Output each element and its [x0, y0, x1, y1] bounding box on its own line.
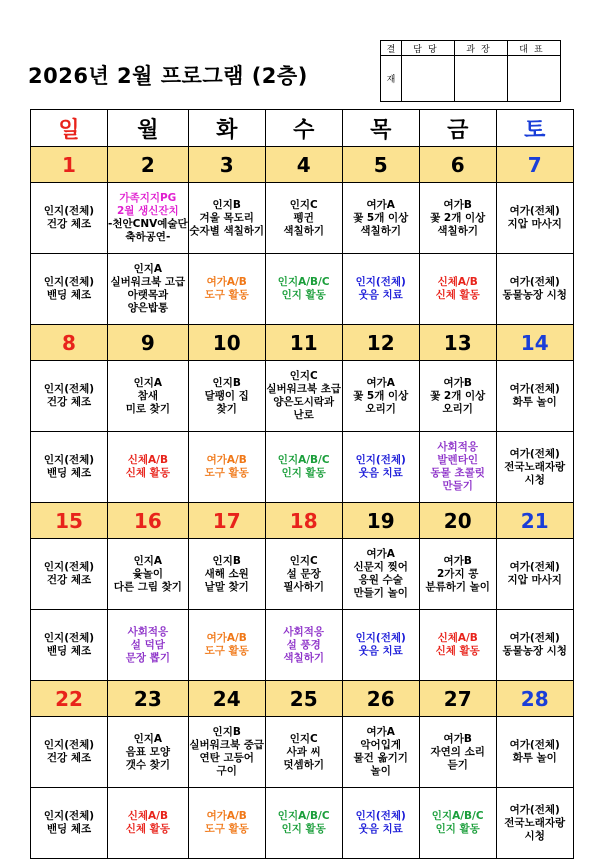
activity-cell[interactable]	[108, 610, 189, 681]
activity-line: 여가B	[443, 376, 472, 389]
activity-line: 전국노래자랑	[504, 816, 566, 829]
activity-line: 설 문장	[286, 567, 321, 580]
activity-cell[interactable]	[31, 788, 108, 859]
activity-line: 인지A/B/C	[431, 810, 484, 822]
date-cell: 7	[496, 147, 573, 183]
activity-line: 필사하기	[283, 580, 324, 593]
approval-header-ceo: 대표	[508, 41, 561, 56]
activity-line: 도구 활동	[204, 823, 249, 835]
activity-line: 여가B	[443, 732, 472, 745]
activity-line: 듣기	[447, 758, 468, 771]
activity-line: 화투 놀이	[512, 396, 557, 408]
date-cell: 23	[108, 681, 189, 717]
activity-line: 인지A	[133, 263, 163, 275]
activity-line: 인지 활동	[281, 467, 326, 479]
date-cell: 2	[108, 147, 189, 183]
activity-cell[interactable]	[108, 539, 189, 610]
date-cell: 5	[342, 147, 419, 183]
weekday-header-4: 목	[342, 110, 419, 147]
activity-line: 인지(전체)	[43, 276, 95, 288]
activity-line: 동물농장 시청	[502, 289, 567, 301]
date-row	[31, 147, 574, 183]
activity-cell[interactable]	[108, 717, 189, 788]
activity-line: 인지(전체)	[355, 454, 406, 466]
activity-line: 색칠하기	[437, 224, 478, 237]
date-row	[31, 325, 574, 361]
activity-line: 여가(전체)	[509, 739, 560, 751]
activity-line: 발렌타인	[437, 454, 478, 466]
activity-cell[interactable]	[342, 361, 419, 432]
activity-cell[interactable]	[265, 610, 342, 681]
activity-line: -천안CNV예술단	[108, 218, 188, 230]
activity-cell[interactable]	[265, 539, 342, 610]
activity-line: 미로 찾기	[125, 402, 170, 415]
activity-cell[interactable]	[496, 610, 573, 681]
activity-line: 화투 놀이	[512, 752, 557, 764]
activity-cell[interactable]	[108, 361, 189, 432]
date-cell: 26	[342, 681, 419, 717]
activity-line: 전국노래자랑	[504, 460, 566, 473]
activity-line: 사회적응	[283, 625, 324, 638]
activity-line: 양은도시락과	[273, 396, 335, 408]
morning-activity-row	[31, 717, 574, 788]
activity-cell[interactable]	[496, 183, 573, 254]
activity-line: 여가B	[443, 198, 472, 211]
date-cell: 6	[419, 147, 496, 183]
activity-line: 인지C	[289, 370, 318, 382]
activity-line: 시청	[524, 473, 545, 486]
activity-cell[interactable]	[419, 432, 496, 503]
date-cell: 12	[342, 325, 419, 361]
activity-line: 밴딩 체조	[46, 645, 92, 657]
activity-line: 축하공연-	[125, 231, 171, 243]
activity-line: 색칠하기	[360, 224, 401, 237]
activity-line: 만들기	[442, 480, 473, 492]
activity-line: 가족지지PG	[119, 192, 177, 204]
activity-cell[interactable]	[265, 717, 342, 788]
activity-line: 인지(전체)	[43, 739, 95, 751]
activity-line: 신체 활동	[435, 645, 480, 657]
activity-cell[interactable]	[31, 183, 108, 254]
morning-activity-row	[31, 183, 574, 254]
activity-line: 난로	[293, 409, 314, 421]
activity-line: 웃음 치료	[358, 823, 403, 835]
activity-line: 인지C	[289, 198, 318, 211]
activity-line: 인지A/B/C	[277, 810, 330, 822]
date-cell: 10	[188, 325, 265, 361]
activity-line: 문장 뽑기	[125, 651, 170, 664]
activity-cell[interactable]	[342, 788, 419, 859]
weekday-header-5: 금	[419, 110, 496, 147]
activity-line: 인지A	[133, 376, 163, 389]
activity-line: 여가(전체)	[509, 632, 560, 644]
activity-line: 인지A	[133, 554, 163, 567]
activity-line: 건강 체조	[46, 396, 92, 408]
approval-sign-staff[interactable]	[402, 56, 455, 102]
approval-side-top: 결	[381, 41, 402, 56]
activity-cell[interactable]	[31, 432, 108, 503]
activity-line: 설 덕담	[130, 638, 165, 651]
activity-line: 여가A	[366, 548, 395, 560]
activity-line: 인지A/B/C	[277, 454, 330, 466]
activity-line: 참새	[137, 389, 158, 402]
activity-cell[interactable]	[342, 432, 419, 503]
weekday-header-6: 토	[496, 110, 573, 147]
activity-line: 사회적응	[127, 625, 169, 638]
activity-line: 밴딩 체조	[46, 823, 92, 835]
activity-cell[interactable]	[188, 788, 265, 859]
activity-cell[interactable]	[342, 717, 419, 788]
activity-line: 밴딩 체조	[46, 467, 92, 479]
date-cell: 4	[265, 147, 342, 183]
activity-cell[interactable]	[188, 254, 265, 325]
date-cell: 25	[265, 681, 342, 717]
date-cell: 24	[188, 681, 265, 717]
activity-cell[interactable]	[496, 717, 573, 788]
activity-cell[interactable]	[419, 610, 496, 681]
activity-cell[interactable]	[342, 254, 419, 325]
activity-line: 펭귄	[293, 211, 314, 224]
activity-line: 신체A/B	[437, 632, 478, 644]
activity-cell[interactable]	[496, 788, 573, 859]
activity-line: 양은밥통	[127, 302, 169, 314]
activity-line: 건강 체조	[46, 752, 92, 764]
activity-cell[interactable]	[419, 183, 496, 254]
activity-cell[interactable]	[265, 183, 342, 254]
approval-header-manager: 과장	[455, 41, 508, 56]
date-cell: 15	[31, 503, 108, 539]
afternoon-activity-row	[31, 610, 574, 681]
activity-line: 실버워크북 고급	[110, 276, 186, 288]
activity-line: 동물농장 시청	[502, 645, 567, 657]
activity-line: 여가(전체)	[509, 803, 560, 816]
activity-cell[interactable]	[419, 361, 496, 432]
activity-line: 신체 활동	[435, 289, 480, 301]
activity-line: 웃음 치료	[358, 467, 403, 479]
activity-line: 여가(전체)	[509, 561, 560, 573]
activity-cell[interactable]	[496, 361, 573, 432]
activity-line: 웃음 치료	[358, 645, 403, 657]
activity-cell[interactable]	[188, 539, 265, 610]
activity-cell[interactable]	[31, 717, 108, 788]
activity-line: 인지C	[289, 554, 318, 567]
activity-line: 연탄 고등어	[199, 752, 254, 764]
activity-line: 꽃 5개 이상	[353, 389, 409, 402]
activity-line: 여가A/B	[206, 276, 247, 288]
activity-cell[interactable]	[496, 432, 573, 503]
activity-line: 건강 체조	[46, 218, 92, 230]
date-cell: 22	[31, 681, 108, 717]
activity-cell[interactable]	[265, 254, 342, 325]
activity-line: 자연의 소리	[430, 745, 485, 758]
activity-cell[interactable]	[419, 717, 496, 788]
activity-cell[interactable]	[31, 610, 108, 681]
activity-line: 인지(전체)	[43, 205, 95, 217]
date-cell: 1	[31, 147, 108, 183]
activity-line: 꽃 5개 이상	[353, 211, 409, 224]
afternoon-activity-row	[31, 432, 574, 503]
activity-line: 인지A	[133, 732, 163, 745]
activity-line: 도구 활동	[204, 289, 249, 301]
page-title: 2026년 2월 프로그램 (2층)	[28, 64, 308, 88]
activity-line: 꽃 2개 이상	[430, 389, 486, 402]
activity-line: 색칠하기	[283, 224, 324, 237]
activity-cell[interactable]	[188, 717, 265, 788]
activity-line: 인지B	[212, 726, 241, 738]
activity-line: 인지(전체)	[43, 810, 95, 822]
activity-cell[interactable]	[342, 183, 419, 254]
activity-line: 윷놀이	[132, 567, 164, 580]
activity-line: 신체A/B	[127, 454, 168, 466]
activity-line: 낱말 찾기	[204, 580, 249, 593]
date-cell: 9	[108, 325, 189, 361]
activity-cell[interactable]	[31, 361, 108, 432]
activity-line: 신문지 찢어	[353, 561, 408, 573]
activity-line: 인지(전체)	[355, 810, 406, 822]
activity-line: 밴딩 체조	[46, 289, 92, 301]
activity-cell[interactable]	[31, 539, 108, 610]
activity-line: 실버워크북 초급	[266, 383, 342, 395]
activity-cell[interactable]	[419, 254, 496, 325]
activity-line: 오리기	[442, 402, 473, 415]
activity-line: 여가(전체)	[509, 383, 560, 395]
date-cell: 17	[188, 503, 265, 539]
activity-line: 동물 초콜릿	[430, 467, 485, 479]
activity-cell[interactable]	[419, 788, 496, 859]
activity-line: 지압 마사지	[507, 218, 562, 230]
activity-line: 인지A/B/C	[277, 276, 330, 288]
weekday-header-1: 월	[108, 110, 189, 147]
activity-line: 사회적응	[437, 441, 478, 453]
activity-line: 갯수 찾기	[125, 758, 170, 771]
afternoon-activity-row	[31, 254, 574, 325]
activity-line: 덧셈하기	[283, 758, 324, 771]
date-cell: 20	[419, 503, 496, 539]
activity-line: 여가A	[366, 726, 395, 738]
activity-line: 여가A	[366, 198, 395, 211]
activity-cell[interactable]	[108, 254, 189, 325]
activity-line: 여가A/B	[206, 632, 247, 644]
activity-line: 2월 생신잔치	[117, 205, 179, 217]
activity-cell[interactable]	[188, 610, 265, 681]
activity-cell[interactable]	[108, 432, 189, 503]
activity-line: 여가A/B	[206, 454, 247, 466]
activity-line: 음표 모양	[125, 745, 170, 758]
weekday-header-row	[31, 110, 574, 147]
activity-line: 인지(전체)	[43, 632, 95, 644]
weekday-header-0: 일	[31, 110, 108, 147]
date-cell: 11	[265, 325, 342, 361]
activity-line: 겨울 목도리	[199, 211, 254, 224]
weekday-header-2: 화	[188, 110, 265, 147]
activity-line: 시청	[524, 829, 545, 842]
activity-line: 여가A/B	[206, 810, 247, 822]
activity-line: 건강 체조	[46, 574, 92, 586]
activity-line: 신체A/B	[437, 276, 478, 288]
date-cell: 16	[108, 503, 189, 539]
activity-cell[interactable]	[265, 361, 342, 432]
activity-line: 인지(전체)	[43, 561, 95, 573]
date-cell: 14	[496, 325, 573, 361]
activity-line: 인지B	[212, 198, 241, 211]
approval-sign-manager[interactable]	[455, 56, 508, 102]
activity-line: 신체A/B	[127, 810, 168, 822]
activity-cell[interactable]	[31, 254, 108, 325]
activity-line: 다른 그림 찾기	[113, 580, 182, 593]
activity-line: 만들기 놀이	[353, 587, 408, 599]
activity-line: 놀이	[370, 765, 391, 777]
date-cell: 18	[265, 503, 342, 539]
activity-cell[interactable]	[342, 610, 419, 681]
activity-line: 꽃 2개 이상	[430, 211, 486, 224]
date-row	[31, 681, 574, 717]
activity-line: 인지B	[212, 554, 241, 567]
date-cell: 13	[419, 325, 496, 361]
activity-line: 숫자별 색칠하기	[189, 224, 265, 237]
activity-line: 악어입게	[360, 739, 401, 751]
activity-line: 웃음 치료	[358, 289, 403, 301]
approval-sign-ceo[interactable]	[508, 56, 561, 102]
date-cell: 8	[31, 325, 108, 361]
activity-line: 색칠하기	[283, 651, 324, 664]
activity-line: 실버워크북 중급	[189, 739, 265, 751]
activity-line: 여가B	[443, 554, 472, 567]
activity-line: 구이	[216, 765, 237, 777]
activity-line: 오리기	[365, 402, 396, 415]
activity-line: 신체 활동	[125, 467, 170, 479]
activity-line: 신체 활동	[125, 823, 170, 835]
activity-line: 2가지 콩	[437, 567, 479, 580]
morning-activity-row	[31, 539, 574, 610]
afternoon-activity-row	[31, 788, 574, 859]
date-cell: 19	[342, 503, 419, 539]
activity-line: 인지(전체)	[355, 276, 406, 288]
activity-cell[interactable]	[496, 539, 573, 610]
activity-cell[interactable]	[265, 788, 342, 859]
date-cell: 21	[496, 503, 573, 539]
approval-header-staff: 담당	[402, 41, 455, 56]
activity-line: 인지C	[289, 732, 318, 745]
activity-line: 여가(전체)	[509, 447, 560, 460]
activity-line: 물건 옮기기	[353, 752, 408, 764]
activity-line: 인지 활동	[435, 823, 480, 835]
approval-side-bottom: 재	[381, 56, 402, 102]
activity-line: 여가A	[366, 376, 395, 389]
date-cell: 27	[419, 681, 496, 717]
date-cell: 3	[188, 147, 265, 183]
activity-cell[interactable]	[419, 539, 496, 610]
activity-line: 인지(전체)	[355, 632, 406, 644]
activity-line: 여가(전체)	[509, 205, 560, 217]
activity-line: 인지(전체)	[43, 454, 95, 466]
activity-line: 응원 수술	[358, 574, 403, 586]
activity-line: 설 풍경	[286, 638, 321, 651]
activity-line: 분류하기 놀이	[425, 580, 490, 593]
activity-cell[interactable]	[188, 432, 265, 503]
activity-line: 달팽이 집	[204, 389, 249, 402]
activity-line: 도구 활동	[204, 645, 249, 657]
activity-line: 찾기	[216, 402, 237, 415]
activity-line: 인지(전체)	[43, 383, 95, 395]
activity-cell[interactable]	[265, 432, 342, 503]
activity-line: 새해 소원	[204, 567, 249, 580]
activity-cell[interactable]	[496, 254, 573, 325]
date-row	[31, 503, 574, 539]
activity-line: 여가(전체)	[509, 276, 560, 288]
activity-line: 사과 씨	[286, 745, 321, 758]
activity-cell[interactable]	[108, 788, 189, 859]
morning-activity-row	[31, 361, 574, 432]
activity-line: 인지 활동	[281, 823, 326, 835]
date-cell: 28	[496, 681, 573, 717]
activity-cell[interactable]	[342, 539, 419, 610]
program-calendar	[30, 109, 574, 859]
activity-cell[interactable]	[108, 183, 189, 254]
activity-cell[interactable]	[188, 183, 265, 254]
activity-line: 도구 활동	[204, 467, 249, 479]
activity-line: 지압 마사지	[507, 574, 562, 586]
activity-line: 아랫목과	[127, 289, 169, 301]
activity-line: 인지B	[212, 376, 241, 389]
activity-cell[interactable]	[188, 361, 265, 432]
activity-line: 인지 활동	[281, 289, 326, 301]
weekday-header-3: 수	[265, 110, 342, 147]
approval-box	[380, 40, 561, 102]
